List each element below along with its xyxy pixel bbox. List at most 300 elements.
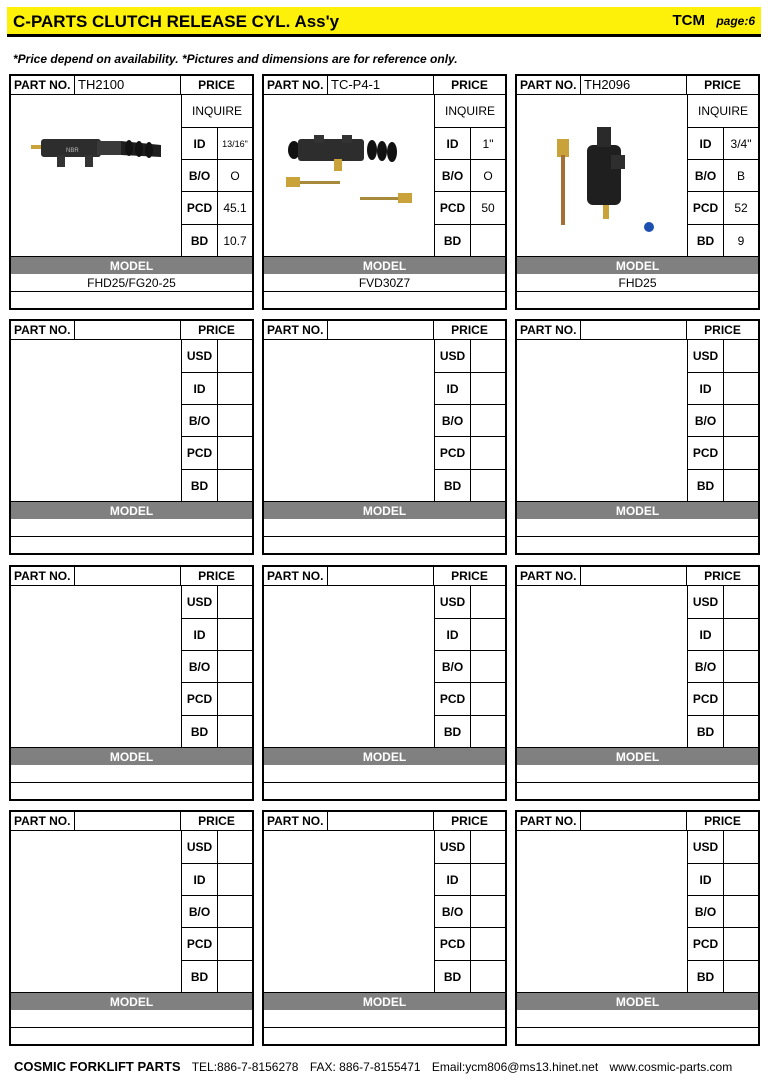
price-value: INQUIRE [444,104,495,118]
spec-id-row [435,619,505,651]
pcd-value [471,928,505,960]
model-value [11,519,252,537]
part-card-header [517,321,758,340]
model-value [264,1010,505,1028]
model-value [11,1010,252,1028]
bd-value [471,961,505,992]
pcd-label: PCD [182,683,218,715]
pcd-value [218,683,252,715]
model-value: FHD25 [517,274,758,292]
usd-label: USD [435,831,471,863]
part-card-empty [9,810,254,1046]
id-label: ID [435,619,471,650]
spec-usd-row [182,831,252,864]
model-label: MODEL [11,256,252,274]
id-value [724,373,758,404]
part-no-label: PART NO. [517,812,581,830]
bd-value: 9 [737,233,745,248]
bd-value [218,470,252,501]
spec-id-row [182,128,252,160]
bd-value [471,225,505,256]
part-no-label: PART NO. [264,567,328,585]
model-blank-row [517,292,758,308]
spec-usd-row [688,340,758,373]
pcd-value [724,683,758,715]
bd-label: BD [182,716,218,747]
bo-value [724,405,758,436]
part-no-value [75,321,181,339]
bo-label: B/O [435,160,471,191]
id-value [471,864,505,895]
spec-price-row [435,95,505,128]
id-value [724,864,758,895]
price-label: PRICE [198,814,235,828]
pcd-value [218,437,252,469]
model-label: MODEL [517,256,758,274]
price-value: INQUIRE [697,104,748,118]
part-photo-clutch-cylinder [264,95,435,256]
part-card-header [517,76,758,95]
bo-label: B/O [182,651,218,682]
id-value [471,373,505,404]
model-blank-row [517,783,758,799]
part-card-th2096 [515,74,760,310]
bd-label: BD [688,225,724,256]
footer-company: COSMIC FORKLIFT PARTS [14,1059,181,1074]
part-no-label: PART NO. [11,76,75,94]
usd-label: USD [688,340,724,372]
spec-id-row [435,128,505,160]
model-label: MODEL [264,501,505,519]
brand-label: TCM [672,12,705,29]
model-blank-row [264,1028,505,1044]
spec-id-row [688,864,758,896]
part-no-value [581,567,687,585]
price-label: PRICE [451,569,488,583]
part-no-label: PART NO. [517,321,581,339]
spec-column [435,340,505,501]
part-card-empty [262,565,507,801]
usd-label: USD [182,340,218,372]
spec-bo-row [435,405,505,437]
part-no-value [328,812,434,830]
part-card-header [264,76,505,95]
spec-pcd-row [435,683,505,716]
part-photo-area [517,586,688,747]
pcd-label: PCD [688,928,724,960]
id-label: ID [688,864,724,895]
spec-bo-row [688,160,758,192]
bd-value [471,716,505,747]
model-value: FHD25/FG20-25 [11,274,252,292]
bo-label: B/O [435,896,471,927]
footer-web: www.cosmic-parts.com [609,1060,733,1074]
pcd-value [724,437,758,469]
bo-value: B [736,168,745,183]
part-card-header [11,567,252,586]
part-no-value: TC-P4-1 [328,76,434,94]
bo-value [724,896,758,927]
bo-value: O [483,168,493,183]
usd-label: USD [688,831,724,863]
model-blank-row [264,537,505,553]
usd-label: USD [435,586,471,618]
pcd-value: 45.1 [223,201,247,215]
spec-usd-row [435,586,505,619]
id-label: ID [182,128,218,159]
spec-pcd-row [688,437,758,470]
id-label: ID [182,864,218,895]
part-card-header [264,567,505,586]
spec-column [182,340,252,501]
bd-label: BD [182,470,218,501]
usd-label: USD [688,586,724,618]
model-blank-row [517,537,758,553]
spec-usd-row [182,586,252,619]
spec-bd-row [182,225,252,256]
usd-value [724,831,758,863]
model-label: MODEL [11,747,252,765]
spec-bo-row [688,896,758,928]
spec-bd-row [435,961,505,992]
part-no-value: TH2100 [75,76,181,94]
bd-value [218,961,252,992]
bd-value [724,716,758,747]
bo-value [471,405,505,436]
spec-column [688,340,758,501]
pcd-label: PCD [688,437,724,469]
price-label: PRICE [198,323,235,337]
id-label: ID [435,128,471,159]
spec-id-row [435,373,505,405]
bo-label: B/O [435,405,471,436]
bo-value [218,896,252,927]
bo-value [218,651,252,682]
usd-label: USD [435,340,471,372]
bd-label: BD [182,225,218,256]
id-label: ID [182,373,218,404]
spec-bd-row [688,225,758,256]
part-card-header [11,321,252,340]
bd-label: BD [688,470,724,501]
usd-label: USD [182,831,218,863]
part-card-header [517,812,758,831]
bd-label: BD [435,716,471,747]
pcd-label: PCD [182,928,218,960]
part-no-label: PART NO. [11,567,75,585]
model-blank-row [264,292,505,308]
spec-column [182,586,252,747]
bo-label: B/O [435,651,471,682]
pcd-label: PCD [435,192,471,224]
footer-email: Email:ycm806@ms13.hinet.net [431,1060,599,1074]
spec-usd-row [688,831,758,864]
bd-label: BD [688,961,724,992]
spec-pcd-row [182,928,252,961]
spec-bo-row [435,896,505,928]
spec-price-row [182,95,252,128]
spec-bo-row [182,896,252,928]
spec-id-row [688,373,758,405]
part-no-label: PART NO. [264,812,328,830]
page-footer [14,1059,740,1074]
spec-id-row [182,864,252,896]
spec-column [182,831,252,992]
pcd-label: PCD [688,683,724,715]
spec-pcd-row [182,683,252,716]
id-value: 13/16" [222,138,248,149]
disclaimer-note: *Price depend on availability. *Pictures and dimensions are for reference only. [13,52,458,66]
bo-label: B/O [182,896,218,927]
model-blank-row [11,1028,252,1044]
bd-label: BD [435,225,471,256]
part-photo-area [11,340,182,501]
spec-price-row [688,95,758,128]
part-no-value [75,567,181,585]
price-label: PRICE [198,78,235,92]
spec-column [688,95,758,256]
spec-pcd-row [435,192,505,225]
part-card-header [264,321,505,340]
spec-id-row [688,619,758,651]
id-value [218,864,252,895]
spec-column [688,586,758,747]
pcd-label: PCD [435,437,471,469]
part-card-empty [515,319,760,555]
price-label: PRICE [704,569,741,583]
id-label: ID [182,619,218,650]
bo-value [471,651,505,682]
spec-bo-row [688,405,758,437]
spec-bd-row [182,470,252,501]
spec-bo-row [182,160,252,192]
id-value [471,619,505,650]
spec-bd-row [688,716,758,747]
page-number: page:6 [716,14,755,28]
footer-tel: TEL:886-7-8156278 [191,1060,299,1074]
id-value [218,619,252,650]
bo-label: B/O [688,651,724,682]
spec-bd-row [688,470,758,501]
price-label: PRICE [198,569,235,583]
model-label: MODEL [264,256,505,274]
model-blank-row [11,292,252,308]
part-no-label: PART NO. [11,812,75,830]
model-label: MODEL [11,992,252,1010]
usd-value [724,340,758,372]
usd-value [471,586,505,618]
id-label: ID [688,619,724,650]
spec-pcd-row [688,192,758,225]
part-no-label: PART NO. [11,321,75,339]
part-photo-area [264,340,435,501]
model-value [517,765,758,783]
id-value [724,619,758,650]
bo-value: O [230,168,240,183]
usd-label: USD [182,586,218,618]
part-no-value [328,567,434,585]
bd-value [218,716,252,747]
pcd-value [471,437,505,469]
spec-bo-row [182,405,252,437]
model-label: MODEL [517,501,758,519]
model-label: MODEL [517,992,758,1010]
spec-column [182,95,252,256]
page-header [7,7,761,37]
pcd-value [724,928,758,960]
part-card-tc-p4-1 [262,74,507,310]
part-card-header [517,567,758,586]
part-no-label: PART NO. [517,567,581,585]
pcd-label: PCD [435,928,471,960]
spec-column [435,586,505,747]
part-photo-area [517,831,688,992]
spec-bd-row [435,716,505,747]
part-photo-area [11,831,182,992]
bd-label: BD [182,961,218,992]
model-value [517,519,758,537]
bd-label: BD [435,961,471,992]
spec-id-row [435,864,505,896]
bo-label: B/O [688,405,724,436]
price-label: PRICE [704,323,741,337]
spec-bd-row [435,225,505,256]
spec-usd-row [435,831,505,864]
model-value: FVD30Z7 [264,274,505,292]
part-no-value [328,321,434,339]
bd-label: BD [688,716,724,747]
id-value: 1" [482,136,494,151]
spec-column [435,95,505,256]
model-label: MODEL [517,747,758,765]
part-photo-area [517,340,688,501]
svg-text:NBR: NBR [66,148,79,154]
bd-value [471,470,505,501]
bo-value [471,896,505,927]
spec-pcd-row [688,683,758,716]
part-card-empty [9,565,254,801]
part-no-label: PART NO. [264,321,328,339]
spec-pcd-row [435,928,505,961]
pcd-label: PCD [182,437,218,469]
id-label: ID [688,373,724,404]
part-card-th2100 [9,74,254,310]
spec-column [688,831,758,992]
usd-value [471,831,505,863]
spec-bo-row [435,160,505,192]
spec-bd-row [182,716,252,747]
price-value: INQUIRE [191,104,242,118]
id-label: ID [435,864,471,895]
price-label: PRICE [704,814,741,828]
usd-value [218,340,252,372]
pcd-label: PCD [435,683,471,715]
bd-value: 10.7 [223,233,247,248]
bd-label: BD [435,470,471,501]
model-value [264,765,505,783]
model-value [517,1010,758,1028]
bo-label: B/O [182,405,218,436]
model-blank-row [517,1028,758,1044]
spec-bd-row [435,470,505,501]
usd-value [218,831,252,863]
model-label: MODEL [264,992,505,1010]
part-card-empty [262,319,507,555]
pcd-label: PCD [182,192,218,224]
usd-value [724,586,758,618]
part-card-empty [9,319,254,555]
spec-usd-row [435,340,505,373]
model-value [11,765,252,783]
part-card-header [11,812,252,831]
spec-bd-row [182,961,252,992]
footer-fax: FAX: 886-7-8155471 [309,1060,421,1074]
pcd-value [471,683,505,715]
bd-value [724,470,758,501]
model-label: MODEL [264,747,505,765]
bo-label: B/O [688,160,724,191]
usd-value [471,340,505,372]
spec-bo-row [435,651,505,683]
part-no-value [75,812,181,830]
price-label: PRICE [451,323,488,337]
model-blank-row [264,783,505,799]
part-card-header [11,76,252,95]
model-label: MODEL [11,501,252,519]
id-label: ID [688,128,724,159]
part-card-empty [262,810,507,1046]
bo-label: B/O [688,896,724,927]
id-label: ID [435,373,471,404]
part-no-label: PART NO. [517,76,581,94]
spec-id-row [688,128,758,160]
spec-pcd-row [182,192,252,225]
spec-pcd-row [435,437,505,470]
part-card-empty [515,565,760,801]
model-value [264,519,505,537]
page-title: C-PARTS CLUTCH RELEASE CYL. Ass'y [13,12,340,31]
spec-bo-row [688,651,758,683]
part-photo-area [264,831,435,992]
part-no-value [581,812,687,830]
spec-usd-row [182,340,252,373]
price-label: PRICE [704,78,741,92]
spec-bd-row [688,961,758,992]
spec-bo-row [182,651,252,683]
pcd-value [218,928,252,960]
part-no-value: TH2096 [581,76,687,94]
bo-value [724,651,758,682]
model-blank-row [11,537,252,553]
spec-usd-row [688,586,758,619]
pcd-value: 52 [734,201,748,215]
part-no-label: PART NO. [264,76,328,94]
spec-id-row [182,373,252,405]
spec-pcd-row [688,928,758,961]
model-blank-row [11,783,252,799]
part-photo-area [264,586,435,747]
pcd-label: PCD [688,192,724,224]
part-photo-clutch-cylinder [11,95,182,256]
id-value [218,373,252,404]
spec-pcd-row [182,437,252,470]
bd-value [724,961,758,992]
part-card-header [264,812,505,831]
spec-id-row [182,619,252,651]
part-no-value [581,321,687,339]
bo-label: B/O [182,160,218,191]
price-label: PRICE [451,78,488,92]
